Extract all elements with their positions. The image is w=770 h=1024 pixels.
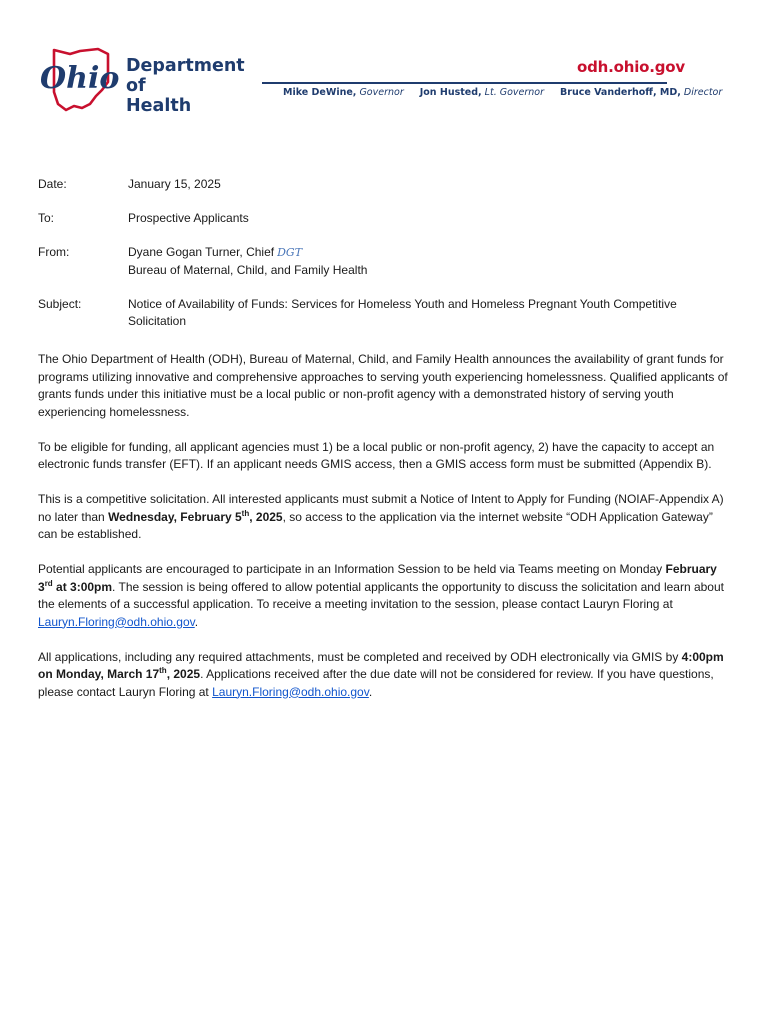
due-year: , 2025 [166,667,201,681]
subject-label: Subject: [38,296,82,311]
deadline-day: Wednesday, February 5 [108,509,242,524]
subject-value-line2: Solicitation [128,314,187,328]
department-name [126,56,266,116]
from-name: Dyane Gogan Turner, Chief [128,245,275,259]
due-date: 4:00pm on Monday, March 17 [38,649,724,681]
paragraph-competitive [38,491,730,544]
to-value: Prospective Applicants [128,211,249,225]
site-url-link[interactable]: odh.ohio.gov [577,58,685,76]
deadline-year: , 2025 [249,509,283,524]
paragraph-announcement: The Ohio Department of Health (ODH), Bureau of Maternal, Child, and Family Health announces the availability of grant funds for programs utilizing innovative and comprehensive approaches to serving youth experiencing homelessness. Qualified applicants of grants funds under this initiative must be a local public or non-profit agency with a demonstrated history of serving youth experiencing homelessness. [38,352,728,419]
official-name: Jon Husted, [419,87,482,98]
memo-header [38,176,738,347]
contact-email-link[interactable]: Lauryn.Floring@odh.ohio.gov [212,684,369,699]
official-role: Lt. Governor [484,87,545,98]
memo-to-row [38,210,738,228]
paragraph-text: . The session is being offered to allow potential applicants the opportunity to discuss the solicitation and learn about the elements of a successful application. To receive a meeting invitation to the session, please contact Lauryn Floring at [38,579,724,611]
paragraph-text: , so access to the application via the internet website “ODH Application Gateway” can be established. [38,509,713,541]
official-director [560,87,722,98]
from-label: From: [38,245,70,259]
paragraph-text: This is a competitive solicitation. All interested applicants must submit a Notice of Intent to Apply for Funding (NOIAF-Appendix A) no later than [38,492,724,524]
paragraph-text: All applications, including any required attachments, must be completed and received by ODH electronically via GMIS by [38,649,682,664]
official-name: Bruce Vanderhoff, MD, [560,87,681,98]
ohio-script-logo-text: Ohio [40,61,120,96]
ordinal-suffix: th [241,508,250,518]
contact-email-link[interactable]: Lauryn.Floring@odh.ohio.gov [38,614,195,629]
paragraph-info-session [38,561,730,631]
ohio-state-outline-icon [36,44,126,114]
official-lt-governor [420,87,544,98]
deadline-date-bold [108,510,283,524]
memo-from-row [38,244,738,279]
paragraph-text: . [368,684,373,699]
paragraph-eligibility: To be eligible for funding, all applicant agencies must 1) be a local public or non-profit agency, 2) have the capacity to accept an electronic funds transfer (EFT). If an applicant needs GMIS access, then a GMIS access form must be submitted (Appendix B). [38,439,715,471]
officials-list [283,87,722,98]
memo-date-row [38,176,738,194]
ordinal-suffix: th [159,666,167,675]
letter-body [38,351,730,719]
signature-initials: DGT [277,246,303,259]
official-role: Governor [359,87,404,98]
memo-subject-row [38,296,738,331]
official-role: Director [683,87,723,98]
from-value-line2: Bureau of Maternal, Child, and Family Health [128,262,368,277]
session-day: February 3 [38,562,717,594]
department-name-line1: Department of [126,56,245,96]
odh-logo [36,44,266,114]
department-name-line2: Health [126,96,192,116]
session-time: at 3:00pm [52,579,113,594]
from-value-line1 [128,244,738,262]
official-name: Mike DeWine, [283,87,357,98]
subject-value-line1: Notice of Availability of Funds: Services for Homeless Youth and Homeless Pregnant Youth Competitive [128,296,677,311]
paragraph-submission [38,649,730,702]
official-governor [283,87,404,98]
date-label: Date: [38,177,67,191]
ordinal-suffix: rd [44,578,53,588]
paragraph-text: . [194,614,199,629]
paragraph-text: Potential applicants are encouraged to participate in an Information Session to be held via Teams meeting on Monday [38,562,666,576]
date-value: January 15, 2025 [128,177,221,191]
paragraph-text: . Applications received after the due date will not be considered for review. If you have questions, please contact Lauryn Floring at [38,667,714,699]
header-divider [262,82,667,84]
to-label: To: [38,211,55,225]
